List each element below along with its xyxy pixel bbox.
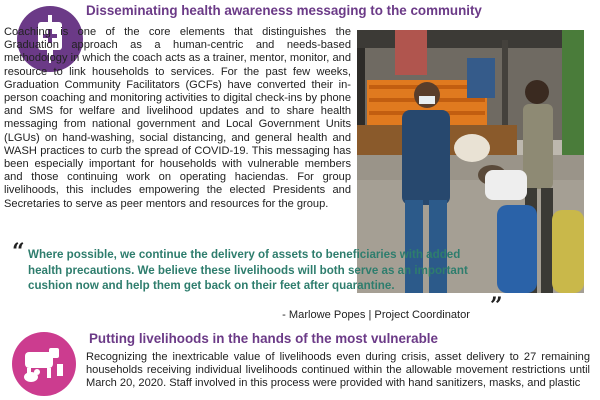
section-heading-health: Disseminating health awareness messaging to the community (86, 3, 482, 18)
section-paragraph-health: Coaching is one of the core elements that distinguishes the Graduation approach as a human-centric and needs-based methodology in which the coach acts as a trainer, mentor, monitor, and resource to link households to services. For the past few weeks, Graduation Community Facilitators (GCFs) have converted their in-person coaching and monitoring activities to digital check-ins by phone and SMS for welfare and livelihood updates and to share health messaging from national government and Local Government Units (LGUs) on hand-washing, social distancing, and general health and WASH practices to curb the spread of COVID-19. This messaging has been especially important for households with vulnerable members and those continuing work on operating haciendas. For group livelihoods, this includes empowering the elected Presidents and Secretaries to serve as peer mentors and resources for the group. (4, 26, 351, 210)
pull-quote: Where possible, we continue the delivery of assets to beneficiaries with added health precautions. We believe these livelihoods will both serve as an important cushion now and help them get back on their feet after quarantine. (28, 248, 468, 292)
quote-open-mark: “ (12, 239, 25, 265)
livestock-icon (12, 332, 76, 396)
quote-close-mark: ” (490, 293, 503, 319)
quote-attribution: - Marlowe Popes | Project Coordinator (282, 309, 470, 321)
section-paragraph-livelihoods: Recognizing the inextricable value of livelihoods even during crisis, asset delivery to 27 remaining households receiving individual livelihoods continued within the allowable movement restrictions until March 20, 2020. Staff involved in this process were provided with hand sanitizers, masks, and plastic (86, 351, 590, 390)
section-heading-livelihoods: Putting livelihoods in the hands of the most vulnerable (89, 331, 438, 346)
